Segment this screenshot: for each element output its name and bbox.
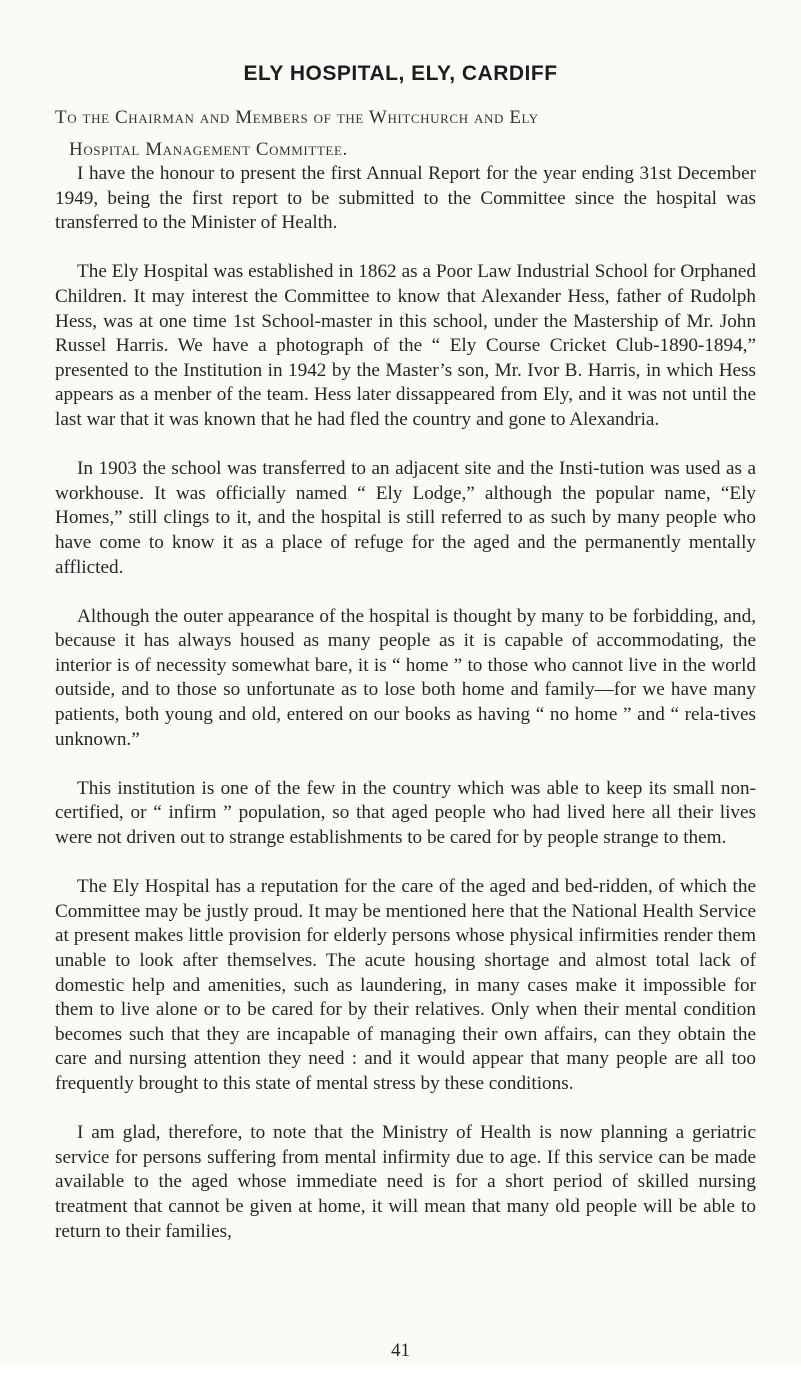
page-bottom-margin [0,1364,801,1384]
paragraph: The Ely Hospital was established in 1862 as a Poor Law Industrial School for Orphaned Children. It may interest the Committee to know that Alexander Hess, father of Rudolph Hess, was at one time 1st School-master in this school, under the Mastership of Mr. John Russel Harris. We have a photograph of the “ Ely Course Cricket Club-1890-1894,” presented to the Institution in 1942 by the Master’s son, Mr. Ivor B. Harris, in which Hess appears as a menber of the team. Hess later dissappeared from Ely, and it was not until the last war that it was known that he had fled the country and gone to Alexandria. [55,261,756,430]
address-line-2: Hospital Management Committee. [69,139,348,160]
paragraph: The Ely Hospital has a reputation for the care of the aged and bed-ridden, of which the Committee may be justly proud. It may be mentioned here that the National Health Service at present makes little provision for elderly persons whose physical infirmities render them unable to look after themselves. The acute housing shortage and almost total lack of domestic help and amenities, such as laundering, in many cases make it impossible for them to live alone or to be cared for by their relatives. Only when their mental condition becomes such that they are incapable of managing their own affairs, can they obtain the care and nursing attention they need : and it would appear that many people are all too frequently brought to this state of mental stress by these conditions. [55,876,756,1094]
paragraph: This institution is one of the few in the country which was able to keep its small non-certified, or “ infirm ” population, so that aged people who had lived here all their lives were not driven out to strange establishments to be cared for by people strange to them. [55,777,756,849]
address-line-1: To the Chairman and Members of the Whitchurch and Ely [55,107,539,128]
paragraph: Although the outer appearance of the hospital is thought by many to be forbidding, and, because it has always housed as many people as it is capable of accommodating, the interior is of necessity somewhat bare, it is “ home ” to those who cannot live in the world outside, and to those so unfortunate as to lose both home and family—for we have many patients, both young and old, entered on our books as having “ no home ” and “ rela-tives unknown.” [55,605,756,750]
page-heading: ELY HOSPITAL, ELY, CARDIFF [243,62,558,85]
paragraph: I have the honour to present the first Annual Report for the year ending 31st December 1949, being the first report to be submitted to the Committee since the hospital was transferred to the Minister of Health. [55,163,756,234]
paragraph: In 1903 the school was transferred to an adjacent site and the Insti-tution was used as a workhouse. It was officially named “ Ely Lodge,” although the popular name, “Ely Homes,” still clings to it, and the hospital is still referred to as such by many people who have come to know it as a place of refuge for the aged and the permanently mentally afflicted. [55,458,756,578]
page-number: 41 [391,1340,410,1361]
address-block [55,102,755,166]
paragraph: I am glad, therefore, to note that the Ministry of Health is now planning a geriatric service for persons suffering from mental infirmity due to age. If this service can be made available to the aged whose immediate need is for a short period of skilled nursing treatment that cannot be given at home, it will mean that many old people will be able to return to their families, [55,1122,756,1242]
report-body [55,162,756,1269]
